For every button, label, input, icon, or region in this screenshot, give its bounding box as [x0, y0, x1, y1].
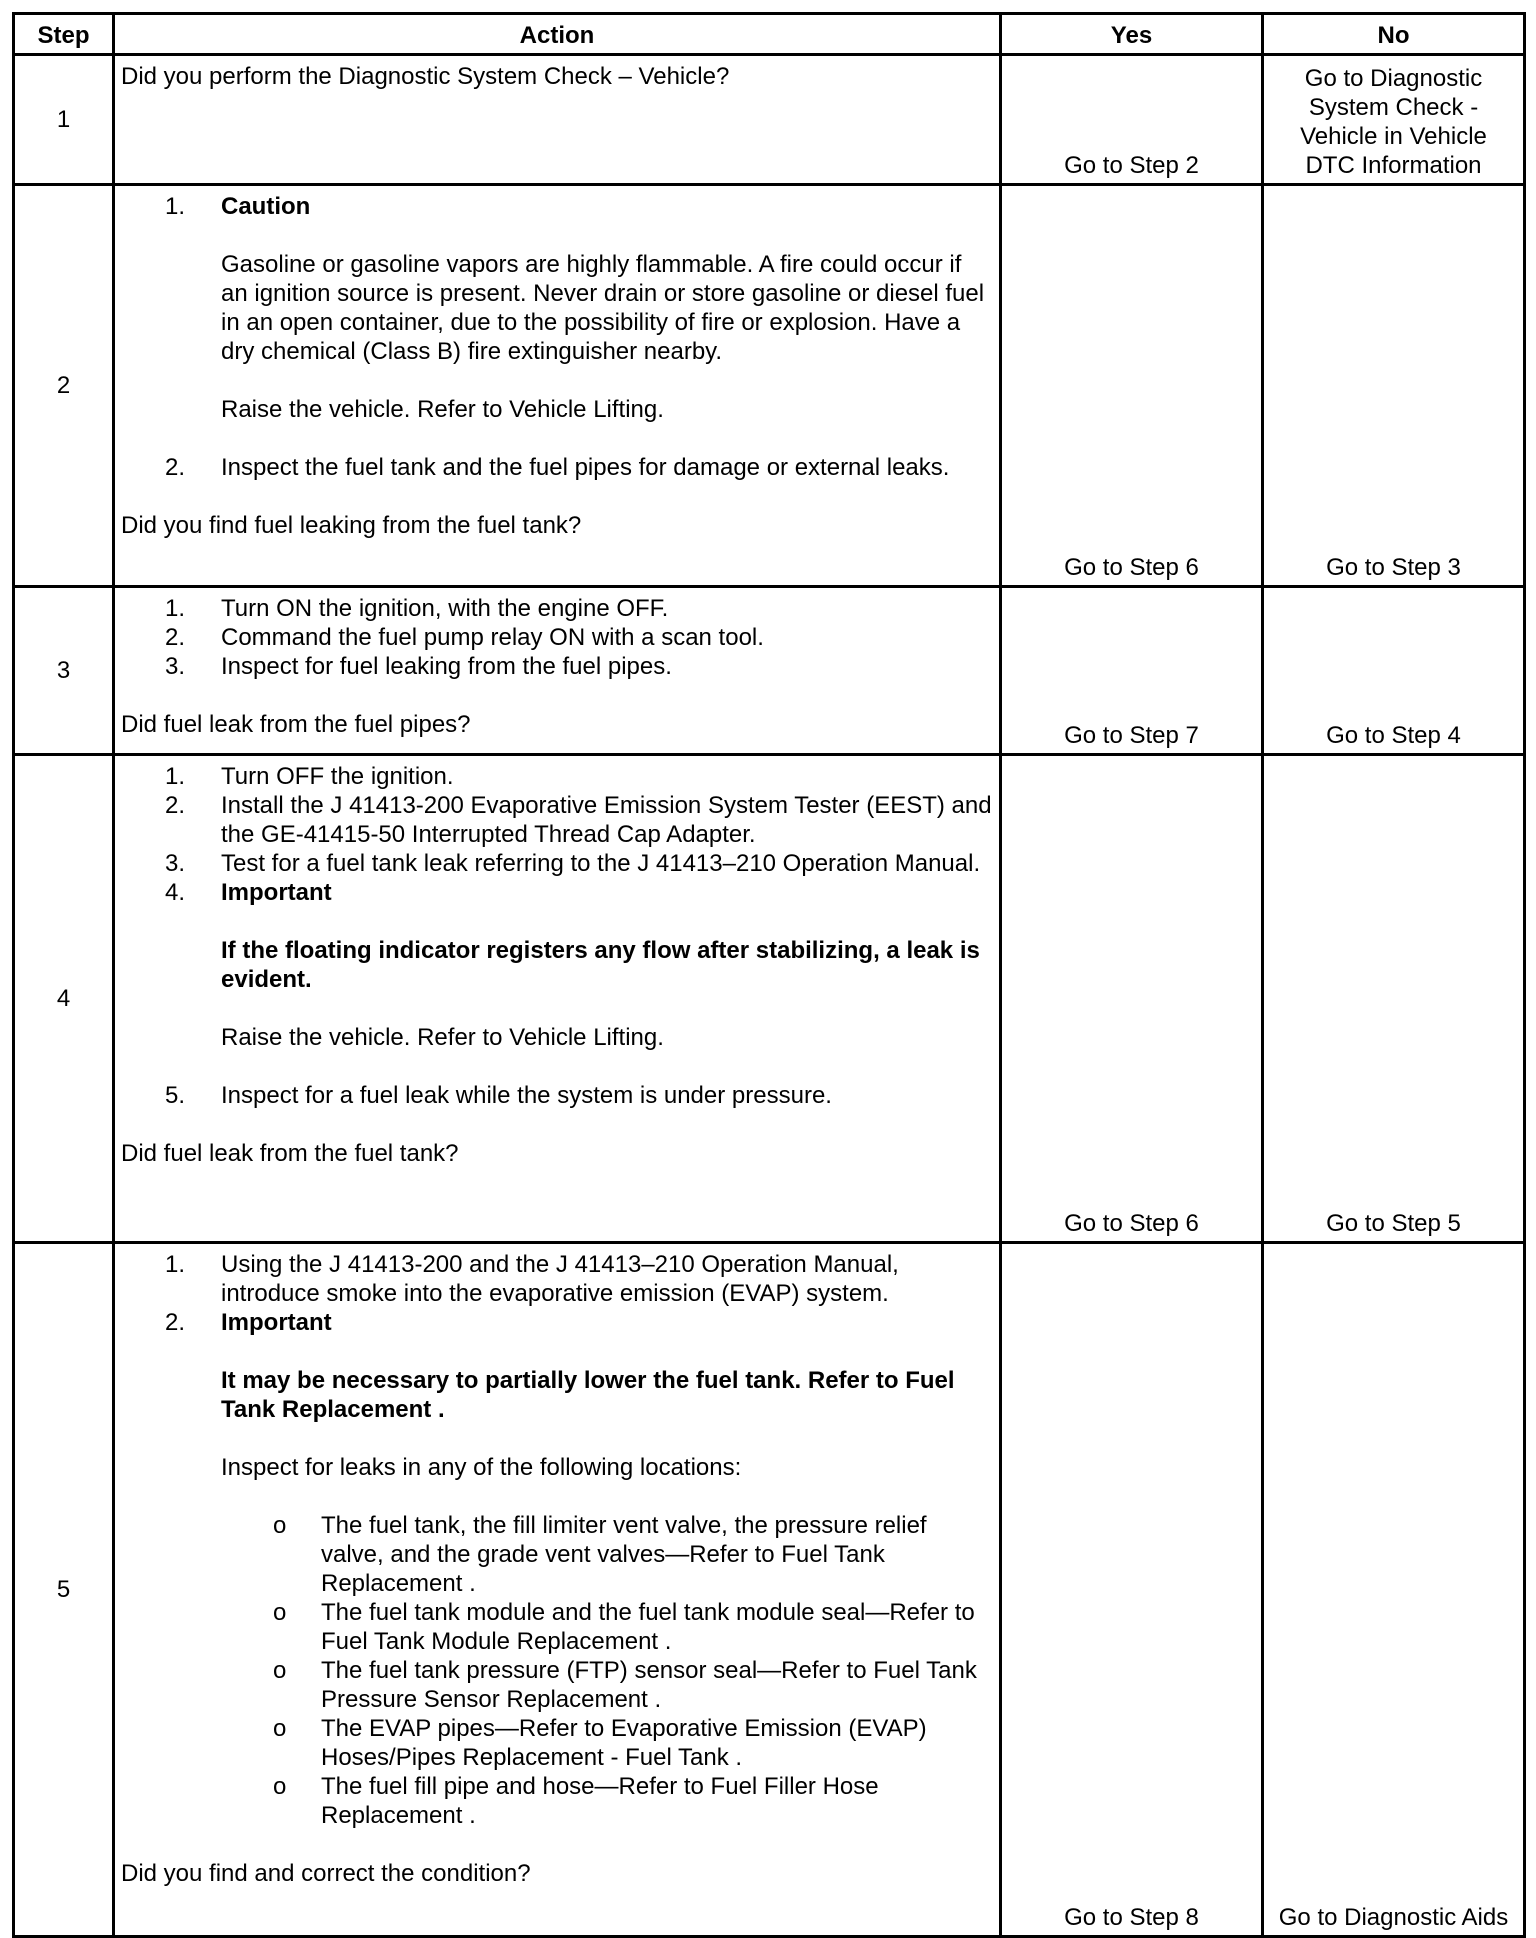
yes-answer: Go to Step 2: [1001, 55, 1263, 185]
step-question: Did fuel leak from the fuel pipes?: [121, 711, 471, 738]
action-item: [121, 623, 993, 652]
step-number: 4: [14, 755, 114, 1243]
bullet-text: The fuel tank pressure (FTP) sensor seal—Refer to Fuel Tank Pressure Sensor Replacement .: [321, 1657, 977, 1713]
item-text: Command the fuel pump relay ON with a scan tool.: [221, 624, 764, 651]
item-number: 1.: [164, 1251, 185, 1278]
no-answer-line: DTC Information: [1305, 152, 1482, 179]
bullet-item: [121, 1598, 993, 1656]
no-answer: Go to Step 4: [1263, 587, 1525, 755]
item-number: 2.: [164, 624, 185, 651]
step-number: 3: [14, 587, 114, 755]
no-answer: Go to Diagnostic Aids: [1263, 1243, 1525, 1937]
item-text: Inspect for fuel leaking from the fuel pipes.: [221, 653, 672, 680]
bullet-item: [121, 1714, 993, 1772]
action-cell: [114, 587, 1001, 755]
item-text: Turn OFF the ignition.: [221, 763, 454, 790]
important-label: Important: [221, 879, 332, 906]
step-number: 1: [14, 55, 114, 185]
item-number: 1.: [164, 193, 185, 220]
important-text: If the floating indicator registers any flow after stabilizing, a leak is evident.: [221, 937, 980, 993]
item-number: 5.: [164, 1082, 185, 1109]
no-answer-line: Go to Diagnostic: [1304, 65, 1483, 92]
table-row-step-4: [14, 755, 1525, 1243]
bullet-marker: o: [273, 1512, 287, 1539]
caution-text: Gasoline or gasoline vapors are highly flammable. A fire could occur if an ignition source is present. Never drain or store gasoline or diesel fuel in an open container, due to the possibility of fire or explosion. Have a dry chemical (Class B) fire extinguisher nearby.: [221, 251, 985, 365]
bullet-text: The fuel tank, the fill limiter vent valve, the pressure relief valve, and the grade vent valves—Refer to Fuel Tank Replacement .: [321, 1512, 927, 1597]
no-answer-line: System Check -: [1308, 94, 1479, 121]
no-answer: [1263, 55, 1525, 185]
important-text: It may be necessary to partially lower the fuel tank. Refer to Fuel Tank Replacement .: [221, 1367, 955, 1423]
item-text: Turn ON the ignition, with the engine OFF.: [221, 595, 669, 622]
item-number: 1.: [164, 595, 185, 622]
action-item: [121, 762, 993, 791]
bullet-marker: o: [273, 1657, 287, 1684]
caution-label: Caution: [221, 193, 311, 220]
action-item: [121, 1250, 993, 1308]
bullet-text: The EVAP pipes—Refer to Evaporative Emission (EVAP) Hoses/Pipes Replacement - Fuel Tank .: [321, 1715, 927, 1771]
header-no: No: [1263, 14, 1525, 55]
item-number: 1.: [164, 763, 185, 790]
item-number: 3.: [164, 850, 185, 877]
no-answer: Go to Step 5: [1263, 755, 1525, 1243]
item-text: Inspect for a fuel leak while the system is under pressure.: [221, 1082, 832, 1109]
yes-answer: Go to Step 6: [1001, 755, 1263, 1243]
step-number: 5: [14, 1243, 114, 1937]
step-question: Did fuel leak from the fuel tank?: [121, 1140, 459, 1167]
header-action: Action: [114, 14, 1001, 55]
yes-answer: Go to Step 7: [1001, 587, 1263, 755]
important-label: Important: [221, 1309, 332, 1336]
bullet-marker: o: [273, 1715, 287, 1742]
bullet-marker: o: [273, 1773, 287, 1800]
action-note: Inspect for leaks in any of the following locations:: [221, 1454, 742, 1481]
action-note: Raise the vehicle. Refer to Vehicle Lifting.: [221, 1024, 664, 1051]
step-number: 2: [14, 185, 114, 587]
header-row: [14, 14, 1525, 55]
item-text: Install the J 41413-200 Evaporative Emission System Tester (EEST) and the GE-41415-50 Interrupted Thread Cap Adapter.: [221, 792, 992, 848]
item-text: Test for a fuel tank leak referring to the J 41413–210 Operation Manual.: [221, 850, 981, 877]
action-item: [121, 1308, 993, 1337]
step-question: Did you perform the Diagnostic System Check – Vehicle?: [121, 63, 730, 90]
table-row-step-1: [14, 55, 1525, 185]
diagnostic-table: [12, 12, 1526, 1938]
bullet-marker: o: [273, 1599, 287, 1626]
action-item: [121, 791, 993, 849]
action-item: [121, 192, 993, 221]
item-number: 2.: [164, 792, 185, 819]
header-yes: Yes: [1001, 14, 1263, 55]
action-cell: [114, 185, 1001, 587]
item-number: 3.: [164, 653, 185, 680]
action-item: [121, 1081, 993, 1110]
no-answer-line: Vehicle in Vehicle: [1300, 123, 1487, 150]
action-cell: [114, 1243, 1001, 1937]
item-number: 4.: [164, 879, 185, 906]
step-question: Did you find fuel leaking from the fuel tank?: [121, 512, 582, 539]
bullet-item: [121, 1511, 993, 1598]
header-step: Step: [14, 14, 114, 55]
bullet-item: [121, 1656, 993, 1714]
item-number: 2.: [164, 454, 185, 481]
item-number: 2.: [164, 1309, 185, 1336]
step-question: Did you find and correct the condition?: [121, 1860, 531, 1887]
action-item: [121, 878, 993, 907]
table-row-step-3: [14, 587, 1525, 755]
action-item: [121, 652, 993, 681]
bullet-text: The fuel tank module and the fuel tank module seal—Refer to Fuel Tank Module Replacement .: [321, 1599, 975, 1655]
action-item: [121, 453, 993, 482]
table-row-step-5: [14, 1243, 1525, 1937]
no-answer: Go to Step 3: [1263, 185, 1525, 587]
yes-answer: Go to Step 8: [1001, 1243, 1263, 1937]
item-text: Inspect the fuel tank and the fuel pipes for damage or external leaks.: [221, 454, 950, 481]
table-row-step-2: [14, 185, 1525, 587]
yes-answer: Go to Step 6: [1001, 185, 1263, 587]
bullet-text: The fuel fill pipe and hose—Refer to Fuel Filler Hose Replacement .: [321, 1773, 879, 1829]
item-text: Using the J 41413-200 and the J 41413–210 Operation Manual, introduce smoke into the evaporative emission (EVAP) system.: [221, 1251, 899, 1307]
action-cell: [114, 755, 1001, 1243]
action-note: Raise the vehicle. Refer to Vehicle Lifting.: [221, 396, 664, 423]
action-cell: [114, 55, 1001, 185]
action-item: [121, 594, 993, 623]
action-item: [121, 849, 993, 878]
bullet-item: [121, 1772, 993, 1830]
